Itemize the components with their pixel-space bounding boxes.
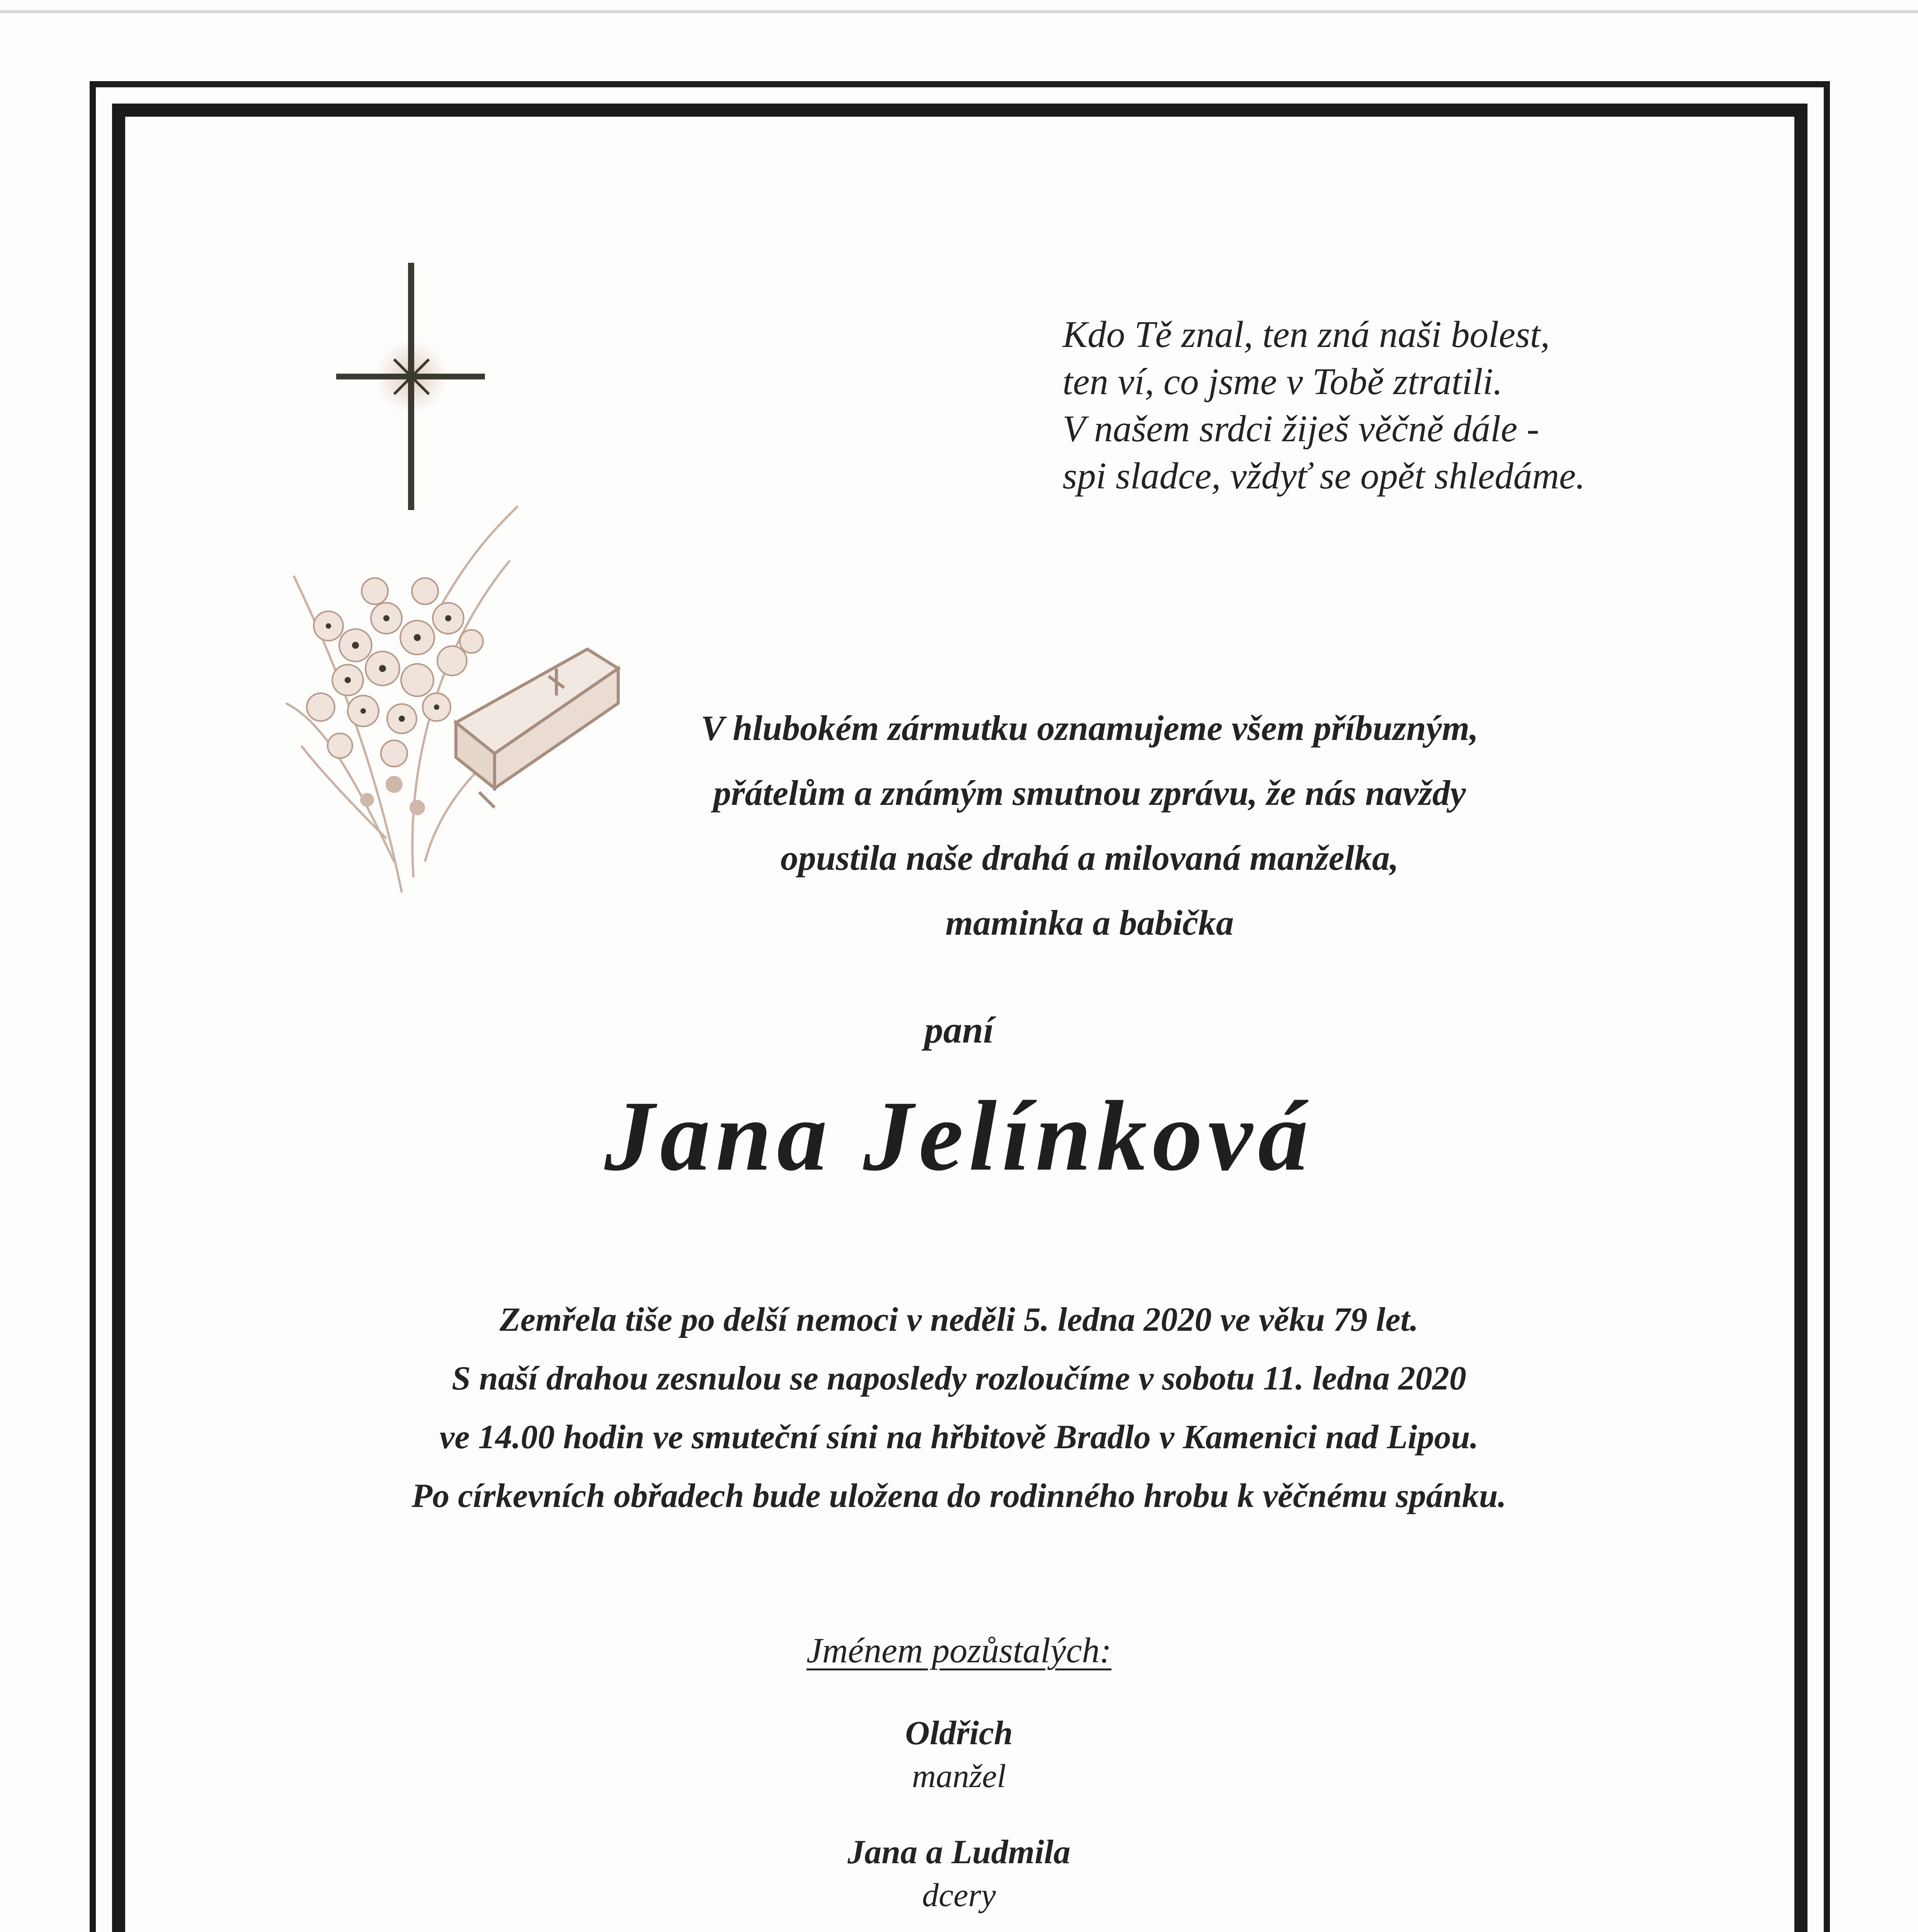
deceased-name: Jana Jelínková	[604, 1080, 1314, 1192]
verse-line: V našem srdci žiješ věčně dále -	[1063, 408, 1539, 449]
details-line: Zemřela tiše po delší nemoci v neděli 5. ledna 2020 ve věku 79 let.	[500, 1301, 1418, 1338]
mourner-spouse	[0, 1712, 1918, 1797]
cross-icon	[336, 263, 485, 510]
verse-line: spi sladce, vždyť se opět shledáme.	[1063, 455, 1585, 497]
announcement-line: opustila naše drahá a milovaná manželka,	[780, 838, 1399, 878]
announcement-line: maminka a babička	[945, 903, 1234, 942]
mourner-relation: dcery	[922, 1876, 996, 1913]
survivors-heading	[0, 1630, 1918, 1671]
survivors-heading-text: Jménem pozůstalých:	[806, 1631, 1112, 1670]
funeral-details	[0, 1291, 1918, 1526]
mourner-name: Oldřich	[905, 1714, 1013, 1752]
mourner-name: Jana a Ludmila	[847, 1833, 1071, 1871]
details-line: ve 14.00 hodin ve smuteční síni na hřbitově Bradlo v Kamenici nad Lipou.	[439, 1418, 1479, 1456]
mourner-relation: manžel	[912, 1757, 1006, 1794]
details-line: S naší drahou zesnulou se naposledy rozloučíme v sobotu 11. ledna 2020	[452, 1360, 1466, 1397]
announcement-line: V hlubokém zármutku oznamujeme všem příbuzným,	[701, 708, 1479, 748]
verse-line: ten ví, co jsme v Tobě ztratili.	[1063, 361, 1503, 402]
scan-edge-line	[0, 10, 1918, 13]
flower-bouquet	[307, 578, 483, 815]
details-line: Po církevních obřadech bude uložena do rodinného hrobu k věčnému spánku.	[411, 1477, 1507, 1515]
mourner-daughters	[0, 1831, 1918, 1916]
memorial-verse	[1063, 311, 1681, 500]
announcement-line: přátelům a známým smutnou zprávu, že nás navždy	[713, 773, 1466, 813]
deceased-honorific: paní	[924, 1009, 994, 1051]
announcement-text	[564, 696, 1615, 955]
verse-line: Kdo Tě znal, ten zná naši bolest,	[1063, 314, 1550, 355]
